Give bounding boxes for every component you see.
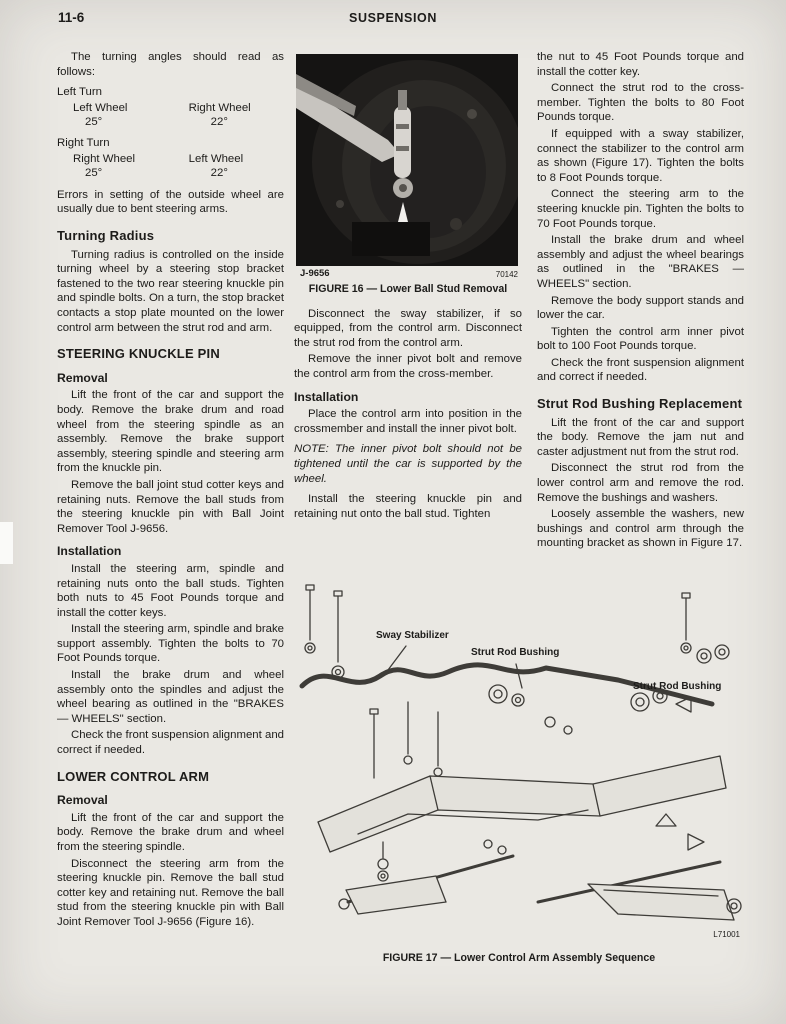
paragraph: Install the brake drum and wheel assembly onto the spindles and adjust the wheel bearing as outlined in the "BRAKES — WHEELS" section.	[57, 669, 284, 725]
label-strut-rod-bushing-1: Strut Rod Bushing	[471, 647, 560, 658]
left-turn-value-row	[57, 115, 284, 130]
heading-steering-knuckle-pin: STEERING KNUCKLE PIN	[57, 346, 220, 362]
column-left	[57, 50, 284, 932]
heading-installation: Installation	[57, 544, 122, 559]
intro-paragraph: The turning angles should read as follows:	[57, 51, 284, 78]
paragraph: Tighten the control arm inner pivot bolt to 100 Foot Pounds torque.	[537, 325, 744, 353]
paragraph: Check the front suspension alignment and correct if needed.	[537, 356, 744, 384]
right-turn-val-a: 25°	[85, 167, 103, 180]
label-sway-stabilizer: Sway Stabilizer	[376, 630, 449, 641]
right-turn-label: Right Turn	[57, 136, 110, 149]
page-header	[0, 10, 786, 30]
paragraph: Remove the ball joint stud cotter keys and retaining nuts. Remove the ball studs from the steering knuckle pin with Ball Joint Remover Tool J-9656.	[57, 478, 284, 535]
left-turn-label: Left Turn	[57, 86, 102, 99]
turning-radius-paragraph: Turning radius is controlled on the inside turning wheel by a steering stop bracket fastened to the two rear steering knuckle pin and spindle bolts. On a turn, the stop bracket contacts a stop plate mounted on the lower control arm between the strut rod and arm.	[57, 248, 284, 334]
paragraph: Connect the steering arm to the steering knuckle pin. Tighten the bolts to 70 Foot Pounds torque.	[537, 188, 744, 230]
note-paragraph: NOTE: The inner pivot bolt should not be tightened until the car is supported by the wheel.	[294, 443, 522, 485]
heading-installation: Installation	[294, 389, 359, 404]
figure-17	[288, 582, 750, 980]
paragraph: Disconnect the sway stabilizer, if so equipped, from the control arm. Disconnect the strut rod from the control arm.	[294, 307, 522, 349]
column-middle	[294, 50, 522, 523]
left-turn-col-a: Left Wheel	[73, 101, 128, 114]
paragraph: the nut to 45 Foot Pounds torque and install the cotter key.	[537, 51, 744, 78]
paragraph: Disconnect the steering arm from the steering knuckle pin. Remove the ball stud cotter key and retaining nut. Remove the ball stud from the steering knuckle pin with Ball Joint Remover Tool J-9656 (Figure 16).	[57, 857, 284, 929]
exploded-diagram	[288, 582, 750, 942]
errors-paragraph: Errors in setting of the outside wheel are usually due to bent steering arms.	[57, 188, 284, 216]
figure-16	[294, 54, 522, 297]
page-title: SUSPENSION	[349, 11, 437, 25]
left-turn-col-b: Right Wheel	[188, 101, 251, 114]
paragraph: Lift the front of the car and support the body. Remove the jam nut and caster adjustment nut from the strut rod.	[537, 416, 744, 458]
right-turn-value-row	[57, 166, 284, 181]
left-turn-val-b: 22°	[210, 116, 228, 129]
ball-stud-removal-photo	[296, 54, 518, 266]
figure16-caption: FIGURE 16 — Lower Ball Stud Removal	[308, 283, 508, 296]
heading-turning-radius: Turning Radius	[57, 227, 155, 243]
paragraph: Lift the front of the car and support the body. Remove the brake drum and road wheel from the steering spindle as an assembly. Remove the brake support assembly, steering spindle and steering arm from the knuckle pin.	[57, 389, 284, 475]
heading-lower-control-arm: LOWER CONTROL ARM	[57, 768, 210, 784]
heading-removal: Removal	[57, 793, 108, 808]
figure16-meta	[294, 268, 522, 280]
paragraph: Install the brake drum and wheel assembly and adjust the wheel bearings as outlined in the "BRAKES — WHEELS" section.	[537, 234, 744, 290]
photo-number: 70142	[495, 269, 518, 279]
left-turn-header-row	[57, 101, 284, 116]
right-turn-header-row	[57, 152, 284, 167]
paragraph: Install the steering knuckle pin and retaining nut onto the ball stud. Tighten	[294, 493, 522, 520]
heading-removal: Removal	[57, 370, 108, 385]
turning-angles-table	[57, 85, 284, 181]
column-right	[537, 50, 744, 553]
paragraph: If equipped with a sway stabilizer, connect the stabilizer to the control arm as shown (Figure 17). Tighten the bolts to 8 Foot Pounds torque.	[537, 127, 744, 184]
figure16-photo	[296, 54, 518, 266]
right-turn-col-a: Right Wheel	[73, 152, 136, 165]
right-turn-val-b: 22°	[210, 167, 228, 180]
paragraph: Disconnect the strut rod from the lower control arm and remove the rod. Remove the bushings and washers.	[537, 462, 744, 504]
scan-artifact	[0, 522, 13, 564]
right-turn-col-b: Left Wheel	[188, 152, 244, 165]
paragraph: Place the control arm into position in the crossmember and install the inner pivot bolt.	[294, 408, 522, 435]
page-number: 11-6	[58, 10, 85, 25]
paragraph: Loosely assemble the washers, new bushings and control arm through the mounting bracket as shown in Figure 17.	[537, 508, 744, 550]
paragraph: Connect the strut rod to the cross-member. Tighten the bolts to 80 Foot Pounds torque.	[537, 82, 744, 124]
paragraph: Lift the front of the car and support the body. Remove the brake drum and wheel from the steering spindle.	[57, 811, 284, 854]
paragraph: Remove the body support stands and lower the car.	[537, 294, 744, 322]
paragraph: Install the steering arm, spindle and brake support assembly. Tighten the bolts to 70 Foot Pounds torque.	[57, 623, 284, 665]
label-strut-rod-bushing-2: Strut Rod Bushing	[633, 681, 722, 692]
paragraph: Install the steering arm, spindle and retaining nuts onto the ball studs. Tighten both nuts to 45 Foot Pounds torque and install the cotter keys.	[57, 562, 284, 619]
figure17-caption: FIGURE 17 — Lower Control Arm Assembly Sequence	[382, 952, 656, 964]
paragraph: Check the front suspension alignment and correct if needed.	[57, 729, 284, 757]
left-turn-val-a: 25°	[85, 116, 103, 129]
tool-label: J-9656	[300, 268, 330, 279]
heading-strut-rod-bushing-replacement: Strut Rod Bushing Replacement	[537, 396, 743, 412]
drawing-number: L71001	[713, 930, 740, 939]
paragraph: Remove the inner pivot bolt and remove the control arm from the cross-member.	[294, 353, 522, 381]
